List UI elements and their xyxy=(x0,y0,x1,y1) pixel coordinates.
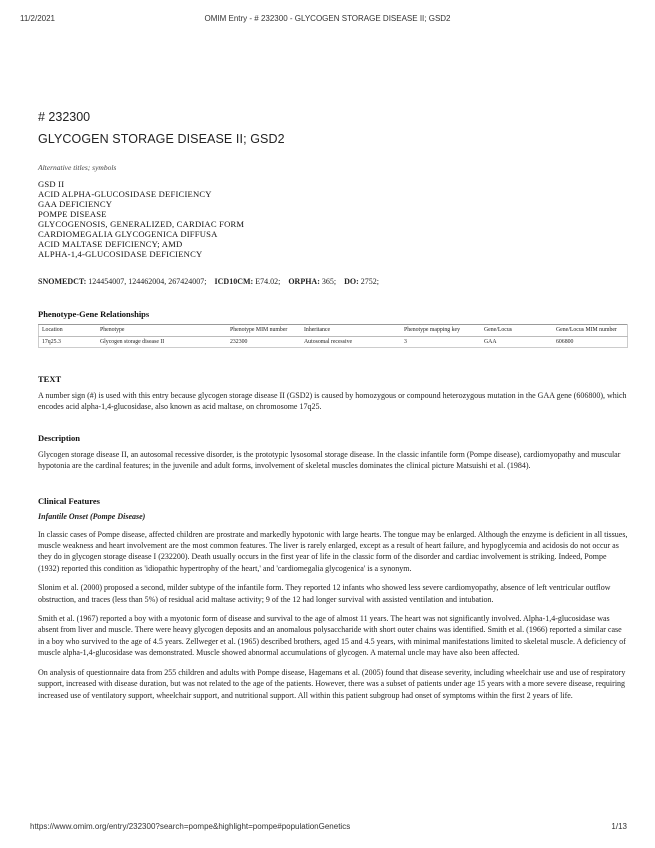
clinical-paragraph: In classic cases of Pompe disease, affected children are prostrate and markedly hypotonic with large hearts. The tongue may be enlarged. Although the enzyme is deficient in all tissues, muscle weakness and heart involvement are the most common features. The liver is rarely enlarged, except as a result of heart failure, and hypoglycemia and acidosis do not occur as they do in glycogen storage disease I (232200). Death usually occurs in the first year of life in the classic form of the disorder and cardiac involvement is striking. Indeed, Pompe (1932) reported this condition as 'idiopathic hypertrophy of the heart,' and 'cardiomegalia glycogenica' is a synonym. xyxy=(38,529,628,573)
text-paragraph: A number sign (#) is used with this entry because glycogen storage disease II (GSD2) is caused by homozygous or compound heterozygous mutation in the GAA gene (606800), which encodes acid alpha-1,4-glucosidase, also known as acid maltase, on chromosome 17q25. xyxy=(38,391,627,412)
mapping-key-cell: 3 xyxy=(401,337,481,348)
alt-title: ACID MALTASE DEFICIENCY; AMD xyxy=(38,239,183,249)
alternative-titles-list xyxy=(38,179,628,259)
orpha-value[interactable]: 365; xyxy=(321,277,337,286)
alt-title: POMPE DISEASE xyxy=(38,209,107,219)
infantile-onset-subheading: Infantile Onset (Pompe Disease) xyxy=(38,511,146,521)
do-label: DO: xyxy=(344,277,359,286)
description-section xyxy=(38,433,628,472)
clinical-features-heading: Clinical Features xyxy=(38,495,100,506)
column-header: Phenotype MIM number xyxy=(227,325,301,337)
alt-title: GSD II xyxy=(38,179,65,189)
icd-value[interactable]: E74.02; xyxy=(255,277,281,286)
do-value[interactable]: 2752; xyxy=(360,277,380,286)
phenotype-cell: Glycogen storage disease II xyxy=(97,337,227,348)
location-cell[interactable]: 17q25.3 xyxy=(39,337,98,348)
snomed-value[interactable]: 124454007, 124462004, 267424007; xyxy=(88,277,207,286)
snomed-label: SNOMEDCT: xyxy=(38,277,87,286)
phenotype-gene-section xyxy=(38,309,628,348)
phenotype-gene-heading: Phenotype-Gene Relationships xyxy=(38,309,150,319)
alt-title: CARDIOMEGALIA GLYCOGENICA DIFFUSA xyxy=(38,229,218,239)
phenotype-mim-cell[interactable]: 232300 xyxy=(227,337,301,348)
table-row xyxy=(39,337,628,348)
description-paragraph: Glycogen storage disease II, an autosomal recessive disorder, is the prototypic lysosomal storage disease. In the classic infantile form (Pompe disease), cardiomyopathy and muscular hypotonia are the cardinal features; in the juvenile and adult forms, involvement of skeletal muscles dominates the clinical picture Matsuishi et al. (1984). xyxy=(38,449,621,471)
table-header-row xyxy=(39,325,628,337)
clinical-paragraph: On analysis of questionnaire data from 255 children and adults with Pompe disease, Hagemans et al. (2005) found that disease severity, including wheelchair use and use of respiratory support, increased with disease duration, but was not related to the age of the patients. However, there was a subset of patients under age 15 years with a more severe disease, requiring increased use of ventilatory support, wheelchair support, and nutritional support. All within this patient subgroup had onset of symptoms within the first 2 years of life. xyxy=(38,667,626,700)
gene-locus-cell[interactable]: GAA xyxy=(481,337,553,348)
text-heading: TEXT xyxy=(38,374,62,384)
clinical-features-section xyxy=(38,496,628,701)
print-header-title: OMIM Entry - # 232300 - GLYCOGEN STORAGE DISEASE II; GSD2 xyxy=(204,14,451,23)
gene-mim-cell[interactable]: 606800 xyxy=(553,337,628,348)
clinical-codes xyxy=(38,277,628,286)
description-heading: Description xyxy=(38,432,81,443)
icd-label: ICD10CM: xyxy=(214,277,254,286)
column-header: Phenotype xyxy=(97,325,227,337)
column-header: Inheritance xyxy=(301,325,401,337)
column-header: Gene/Locus MIM number xyxy=(553,325,628,337)
inheritance-cell: Autosomal recessive xyxy=(301,337,401,348)
clinical-paragraph: Smith et al. (1967) reported a boy with a myotonic form of disease and survival to the age of almost 11 years. The heart was not significantly involved. Alpha-1,4-glucosidase was absent from liver and muscle. There were heavy glycogen deposits and an anomalous polysaccharide with short outer chains was identified. Smith et al. (1966) reported a similar case in a boy who survived to the age of 4.5 years. Zellweger et al. (1965) described brothers, aged 15 and 4.5 years, with minimal manifestations limited to skeletal muscle. A deficiency of muscle alpha-1,4-glucosidase was demonstrated. Muscle showed abnormal accumulations of glycogen. A maternal uncle may have also been affected. xyxy=(38,614,626,658)
phenotype-gene-table xyxy=(38,324,628,348)
mim-number: # 232300 xyxy=(38,110,91,124)
clinical-paragraph: Slonim et al. (2000) proposed a second, milder subtype of the infantile form. They reported 12 infants who showed less severe cardiomyopathy, absence of left ventricular outflow obstruction, and traces (less than 5%) of residual acid maltase activity; 9 of the 12 had longer survival with assisted ventilation and intubation. xyxy=(38,583,611,604)
text-section xyxy=(38,374,628,413)
column-header: Phenotype mapping key xyxy=(401,325,481,337)
print-footer-url: https://www.omim.org/entry/232300?search=pompe&highlight=pompe#populationGenetics xyxy=(30,822,351,831)
alt-title: GLYCOGENOSIS, GENERALIZED, CARDIAC FORM xyxy=(38,219,245,229)
column-header: Location xyxy=(39,325,98,337)
entry-content xyxy=(38,110,628,701)
alt-title: ALPHA-1,4-GLUCOSIDASE DEFICIENCY xyxy=(38,249,203,259)
print-date: 11/2/2021 xyxy=(20,14,55,23)
alt-title: ACID ALPHA-GLUCOSIDASE DEFICIENCY xyxy=(38,189,212,199)
page-number: 1/13 xyxy=(611,822,627,831)
alt-title: GAA DEFICIENCY xyxy=(38,199,113,209)
orpha-label: ORPHA: xyxy=(288,277,320,286)
entry-title: GLYCOGEN STORAGE DISEASE II; GSD2 xyxy=(38,132,285,146)
alternative-titles-label: Alternative titles; symbols xyxy=(38,163,117,172)
column-header: Gene/Locus xyxy=(481,325,553,337)
